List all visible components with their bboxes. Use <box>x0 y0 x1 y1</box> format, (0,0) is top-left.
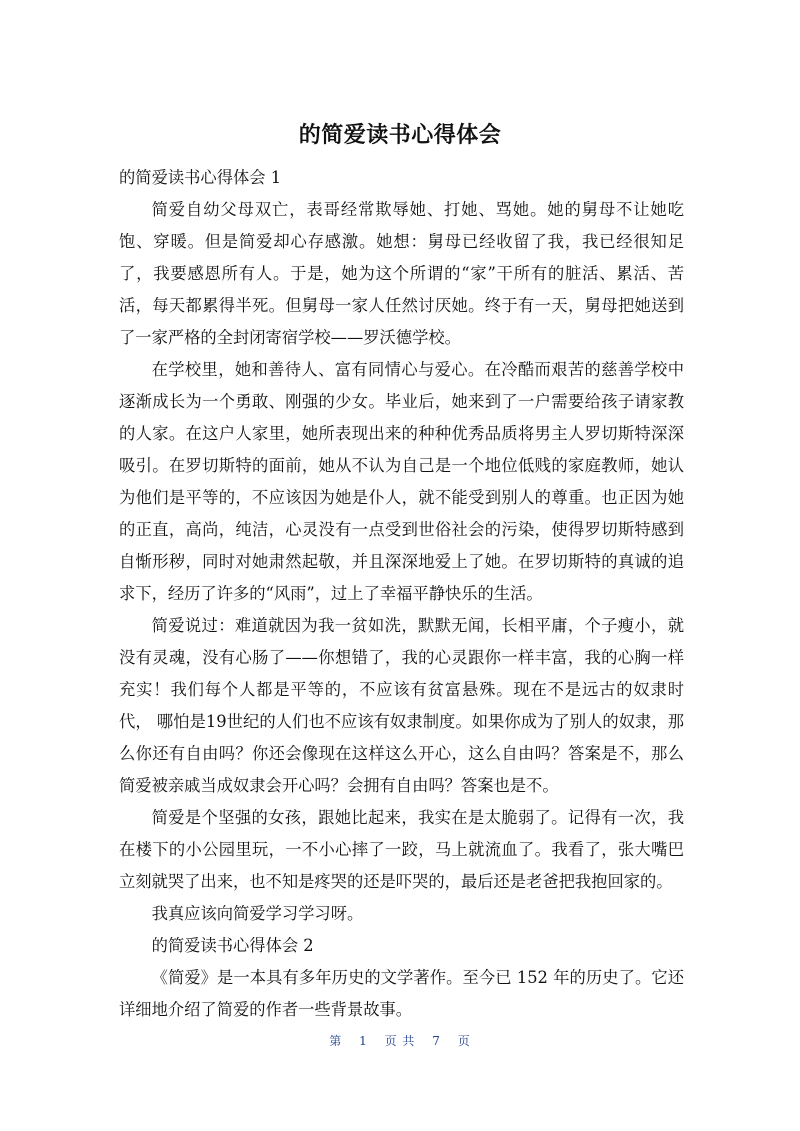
paragraph: 《简爱》是一本具有多年历史的文学著作。至今已 152 年的历史了。它还详细地介绍了简爱的作者一些背景故事。 <box>119 968 684 1019</box>
footer-page-number: 1 <box>359 1034 368 1048</box>
paragraph: 简爱说过：难道就因为我一贫如洗，默默无闻，长相平庸，个子瘦小，就没有灵魂，没有心肠了——你想错了，我的心灵跟你一样丰富，我的心胸一样充实！我们每个人都是平等的，不应该有贫富悬殊。现在不是远古的奴隶时代， 哪怕是19世纪的人们也不应该有奴隶制度。如果你成为了别人的奴隶，那么你还有自由吗？你还会像现在这样这么开心，这么自由吗？答案是不，那么简爱被亲戚当成奴隶会开心吗？会拥有自由吗？答案也是不。 <box>119 616 684 795</box>
footer-middle: 页 共 <box>384 1034 416 1048</box>
paragraph: 在学校里，她和善待人、富有同情心与爱心。在冷酷而艰苦的慈善学校中逐渐成长为一个勇敢、刚强的少女。毕业后，她来到了一户需要给孩子请家教的人家。在这户人家里，她所表现出来的种种优秀品质将男主人罗切斯特深深吸引。在罗切斯特的面前，她从不认为自己是一个地位低贱的家庭教师，她认为他们是平等的，不应该因为她是仆人，就不能受到别人的尊重。也正因为她的正直，高尚，纯洁，心灵没有一点受到世俗社会的污染，使得罗切斯特感到自惭形秽，同时对她肃然起敬，并且深深地爱上了她。在罗切斯特的真诚的追求下，经历了许多的“风雨”，过上了幸福平静快乐的生活。 <box>119 360 684 603</box>
page-footer <box>0 1032 800 1049</box>
paragraph: 我真应该向简爱学习学习呀。 <box>151 904 364 923</box>
document-title: 的简爱读书心得体会 <box>298 123 502 148</box>
section-heading: 的简爱读书心得体会 2 <box>151 936 314 955</box>
footer-total-pages: 7 <box>432 1034 441 1048</box>
document-body <box>119 162 684 1026</box>
footer-prefix: 第 <box>329 1034 343 1048</box>
paragraph: 简爱是个坚强的女孩，跟她比起来，我实在是太脆弱了。记得有一次，我在楼下的小公园里玩，一不小心摔了一跤，马上就流血了。我看了，张大嘴巴立刻就哭了出来，也不知是疼哭的还是吓哭的，最后还是老爸把我抱回家的。 <box>119 808 684 891</box>
paragraph: 简爱自幼父母双亡，表哥经常欺辱她、打她、骂她。她的舅母不让她吃饱、穿暖。但是简爱却心存感激。她想：舅母已经收留了我，我已经很知足了，我要感恩所有人。于是，她为这个所谓的“家”干所有的脏活、累活、苦活，每天都累得半死。但舅母一家人任然讨厌她。终于有一天，舅母把她送到了一家严格的全封闭寄宿学校——罗沃德学校。 <box>119 200 684 347</box>
section-heading: 的简爱读书心得体会 1 <box>119 168 282 187</box>
footer-suffix: 页 <box>457 1034 471 1048</box>
